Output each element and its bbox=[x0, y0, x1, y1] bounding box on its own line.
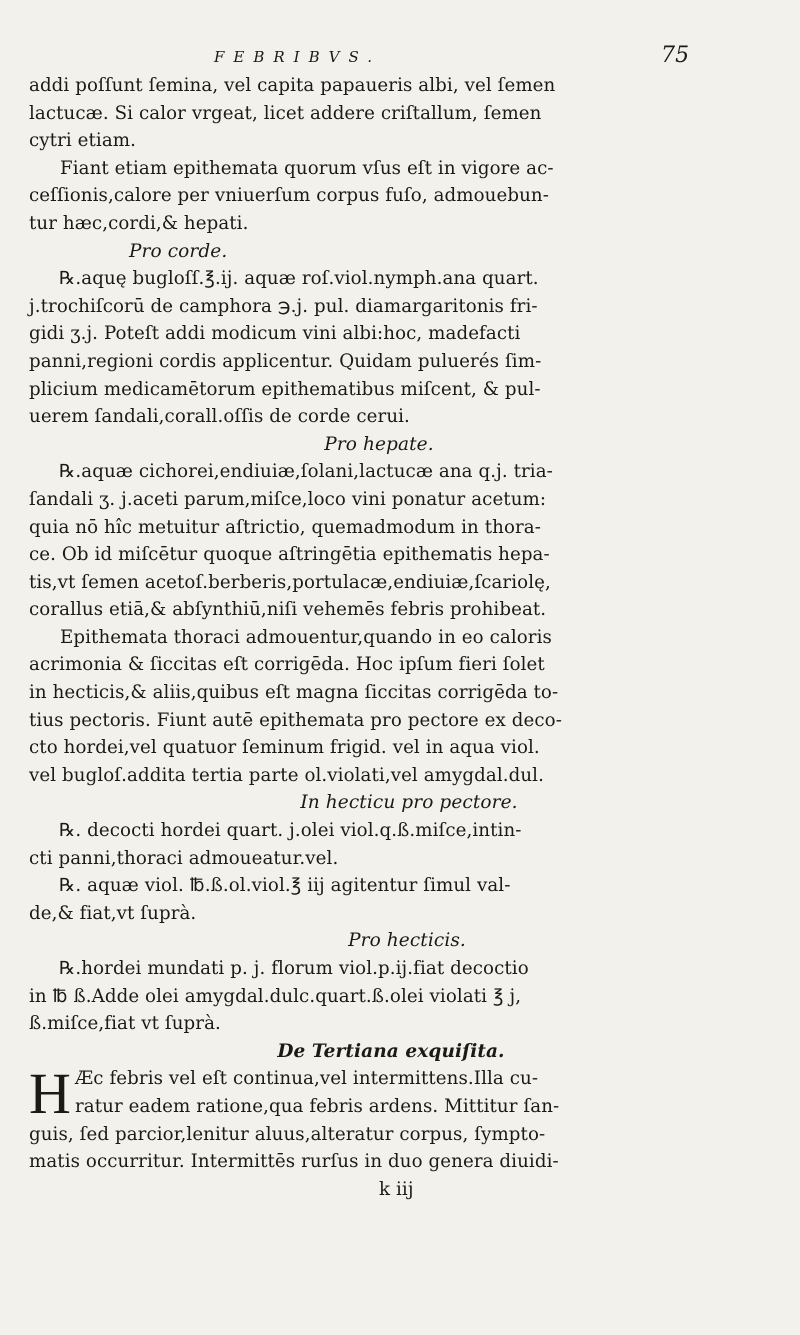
running-head-title: FEBRIBVS. bbox=[214, 48, 381, 66]
text-line: ℞.aquæ cichorei,endiuiæ,ſolani,lactucæ ana q.j. tria- bbox=[59, 461, 553, 483]
text-line: ℞. decocti hordei quart. j.olei viol.q.ß.miſce,intin- bbox=[59, 820, 522, 842]
heading-pro-hepate: Pro hepate. bbox=[324, 433, 434, 455]
text-line: corallus etiā,& abſynthiū,niſi vehemēs febris prohibeat. bbox=[29, 599, 547, 621]
text-line: ℞.aquę bugloſſ.℥.ij. aquæ roſ.viol.nymph.ana quart. bbox=[59, 268, 539, 290]
heading-in-hecticu: In hecticu pro pectore. bbox=[300, 792, 518, 814]
paragraph-3 bbox=[29, 624, 729, 790]
text-line: quia nō hîc metuitur aſtrictio, quemadmodum in thora- bbox=[29, 516, 542, 538]
text-line: vel bugloſ.addita tertia parte ol.violati,vel amygdal.dul. bbox=[29, 764, 544, 786]
text-line: ℞. aquæ viol. ℔.ß.ol.viol.℥ iij agitentur ſimul val- bbox=[59, 875, 511, 897]
text-line: j.trochiſcorū de camphora ℈.j. pul. diamargaritonis fri- bbox=[29, 295, 538, 317]
text-line: addi poſſunt ſemina, vel capita papaueris albi, vel ſemen bbox=[29, 75, 556, 96]
text-line: ſandali ʒ. j.aceti parum,miſce,loco vini ponatur acetum: bbox=[29, 488, 547, 510]
heading-pro-hecticis: Pro hecticis. bbox=[348, 930, 466, 952]
text-line: matis occurritur. Intermittēs rurſus in duo genera diuidi- bbox=[29, 1151, 559, 1173]
paragraph-2 bbox=[29, 155, 729, 238]
text-line: ce. Ob id miſcētur quoque aſtringētia epithematis hepa- bbox=[29, 544, 550, 566]
text-line: ℞.hordei mundati p. j. florum viol.p.ij.fiat decoctio bbox=[59, 958, 529, 979]
text-line: guis, ſed parcior,lenitur aluus,alteratur corpus, ſympto- bbox=[29, 1123, 546, 1145]
page-text bbox=[29, 40, 729, 1203]
text-line: gidi ʒ.j. Poteſt addi modicum vini albi:hoc, madefacti bbox=[29, 323, 521, 345]
recipe-hepate bbox=[29, 458, 729, 624]
text-line: uerem ſandali,corall.oſſis de corde cerui. bbox=[29, 406, 410, 428]
recipe-corde bbox=[29, 265, 729, 431]
text-line: Epithemata thoraci admouentur,quando in eo caloris bbox=[60, 626, 552, 648]
text-line: Æc febris vel eſt continua,vel intermittens.Illa cu- bbox=[75, 1068, 539, 1090]
signature-mark: k iij bbox=[379, 1178, 414, 1200]
text-line: tius pectoris. Fiunt autē epithemata pro pectore ex deco- bbox=[29, 709, 562, 731]
text-line: plicium medicamētorum epithematibus miſcent, & pul- bbox=[29, 378, 541, 400]
text-line: ratur eadem ratione,qua febris ardens. Mittitur ſan- bbox=[75, 1095, 560, 1117]
heading-pro-corde: Pro corde. bbox=[129, 240, 228, 262]
text-line: tur hæc,cordi,& hepati. bbox=[29, 212, 249, 234]
text-line: ceſſionis,calore per vniuerſum corpus fuſo, admouebun- bbox=[29, 185, 549, 207]
text-line: lactucæ. Si calor vrgeat, licet addere criſtallum, ſemen bbox=[29, 102, 542, 124]
text-line: cytri etiam. bbox=[29, 130, 137, 152]
text-line: de,& fiat,vt ſuprà. bbox=[29, 902, 197, 924]
paragraph-1 bbox=[29, 72, 729, 155]
text-line: cti panni,thoraci admoueatur.vel. bbox=[29, 847, 339, 869]
text-line: in hecticis,& aliis,quibus eſt magna ſiccitas corrigēda to- bbox=[29, 682, 559, 704]
text-line: Fiant etiam epithemata quorum vſus eſt in vigore ac- bbox=[60, 157, 554, 179]
running-head bbox=[29, 40, 729, 72]
text-line: tis,vt ſemen acetoſ.berberis,portulacæ,endiuiæ,ſcariolę, bbox=[29, 571, 551, 593]
recipe-hecticis bbox=[29, 955, 729, 1038]
text-line: in ℔ ß.Adde olei amygdal.dulc.quart.ß.olei violati ℥ j, bbox=[29, 985, 522, 1007]
text-line: cto hordei,vel quatuor ſeminum frigid. vel in aqua viol. bbox=[29, 737, 540, 759]
text-line: acrimonia & ſiccitas eſt corrigēda. Hoc ipſum fieri ſolet bbox=[29, 654, 545, 676]
heading-de-tertiana: De Tertiana exquiſita. bbox=[277, 1040, 505, 1062]
text-line: panni,regioni cordis applicentur. Quidam puluerés ſim- bbox=[29, 350, 542, 372]
page-number: 75 bbox=[661, 43, 690, 68]
recipe-pectore bbox=[29, 817, 729, 927]
text-line: ß.miſce,fiat vt ſuprà. bbox=[29, 1013, 221, 1035]
drop-cap: H bbox=[29, 1061, 71, 1127]
paragraph-4 bbox=[29, 1061, 729, 1175]
